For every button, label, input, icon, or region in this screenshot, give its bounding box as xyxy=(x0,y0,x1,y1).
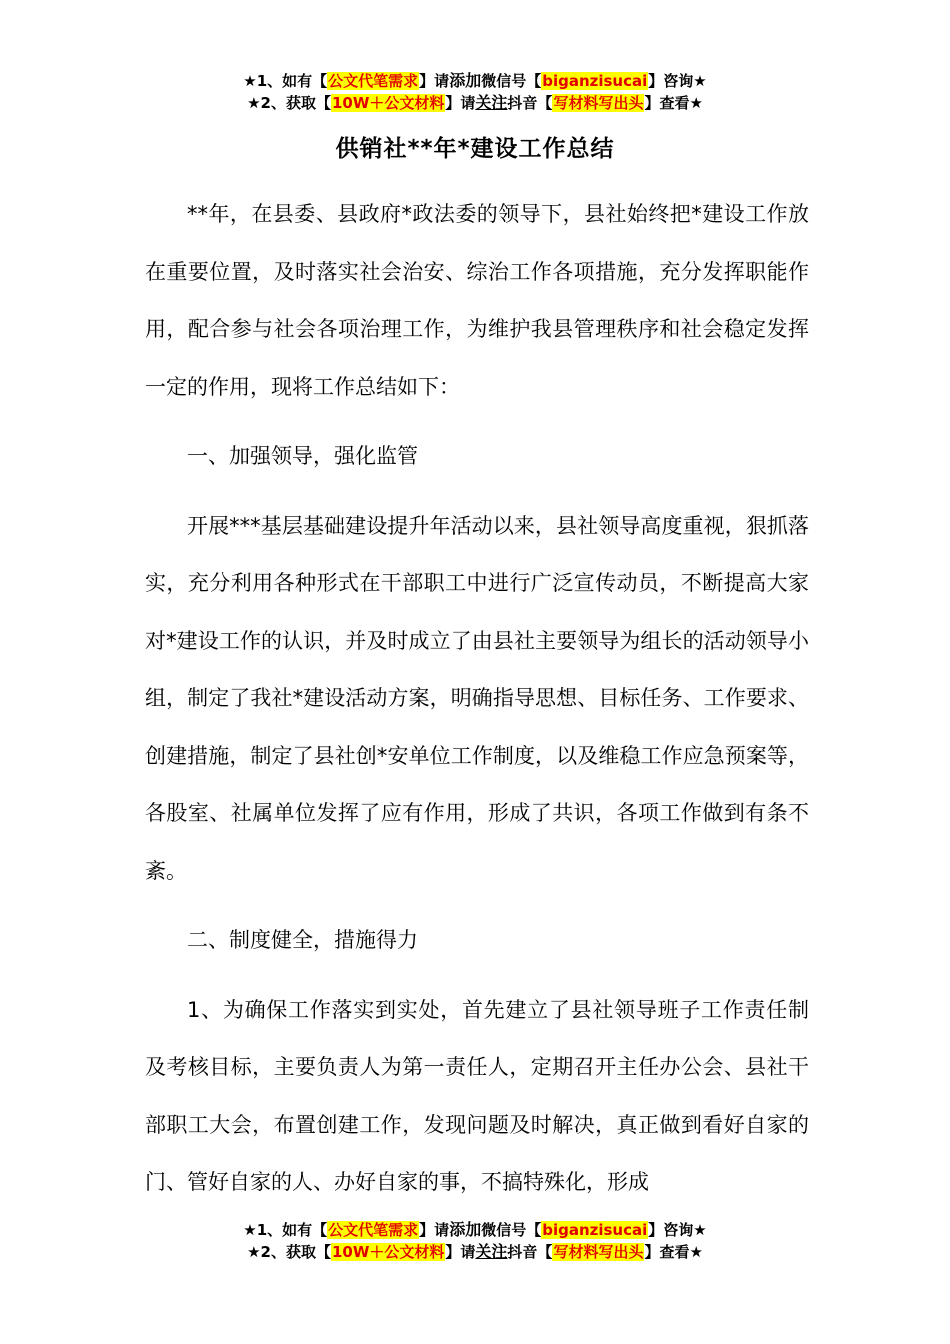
promo-emphasis: 关注 xyxy=(475,93,508,112)
promo-emphasis: 添加 xyxy=(449,1220,482,1239)
paragraph-section-2-item-1: 1、为确保工作落实到实处，首先建立了县社领导班子工作责任制及考核目标，主要负责人为第一责任人，定期召开主任办公会、县社干部职工大会，布置创建工作，发现问题及时解决，真正做到看好自家的门、管好自家的人、办好自家的事，不搞特殊化，形成 xyxy=(145,997,809,1194)
promo-line-2 xyxy=(0,92,950,114)
paragraph-section-1: 开展***基层基础建设提升年活动以来，县社领导高度重视，狠抓落实，充分利用各种形式在干部职工中进行广泛宣传动员，不断提高大家对*建设工作的认识，并及时成立了由县社主要领导为组长的活动领导小组，制定了我社*建设活动方案，明确指导思想、目标任务、工作要求、创建措施，制定了县社创*安单位工作制度，以及维稳工作应急预案等，各股室、社属单位发挥了应有作用，形成了共识，各项工作做到有条不紊。 xyxy=(145,513,809,883)
promo-text: 】请 xyxy=(445,1243,476,1261)
section-heading-1: 一、加强领导，强化监管 xyxy=(187,444,418,468)
promo-text: 微信号【 xyxy=(481,1221,542,1239)
promo-text: 】咨询★ xyxy=(648,72,707,90)
document-body xyxy=(145,186,809,1212)
promo-emphasis: 关注 xyxy=(475,1242,508,1261)
promo-highlight: 公文代笔需求 xyxy=(328,1221,419,1239)
promo-highlight: 10W＋公文材料 xyxy=(331,1243,445,1261)
promo-text: 】查看★ xyxy=(644,1243,703,1261)
promo-banner-bottom xyxy=(0,1219,950,1263)
promo-line-2 xyxy=(0,1241,950,1263)
promo-text: ★1、如有【 xyxy=(243,72,328,90)
promo-douyin-id: 写材料写出头 xyxy=(553,1243,644,1261)
promo-text: ★1、如有【 xyxy=(243,1221,328,1239)
section-heading-2: 二、制度健全，措施得力 xyxy=(187,928,418,952)
promo-text: 抖音【 xyxy=(507,1243,553,1261)
paragraph-intro: **年，在县委、县政府*政法委的领导下，县社始终把*建设工作放在重要位置，及时落实社会治安、综治工作各项措施，充分发挥职能作用，配合参与社会各项治理工作，为维护我县管理秩序和社会稳定发挥一定的作用，现将工作总结如下： xyxy=(145,202,809,399)
promo-text: ★2、获取【 xyxy=(247,1243,331,1261)
promo-text: 】咨询★ xyxy=(648,1221,707,1239)
promo-text: 】请 xyxy=(445,94,476,112)
promo-highlight: 公文代笔需求 xyxy=(328,72,419,90)
promo-douyin-id: 写材料写出头 xyxy=(553,94,644,112)
promo-line-1 xyxy=(0,70,950,92)
promo-line-1 xyxy=(0,1219,950,1241)
promo-emphasis: 添加 xyxy=(449,71,482,90)
promo-banner-top xyxy=(0,70,950,114)
promo-highlight: 10W＋公文材料 xyxy=(331,94,445,112)
promo-text: 抖音【 xyxy=(507,94,553,112)
promo-wechat-id: biganzisucai xyxy=(542,72,648,90)
document-title: 供销社**年*建设工作总结 xyxy=(335,136,615,162)
promo-text: 】请 xyxy=(419,72,450,90)
promo-text: 】请 xyxy=(419,1221,450,1239)
promo-text: 微信号【 xyxy=(481,72,542,90)
promo-text: ★2、获取【 xyxy=(247,94,331,112)
promo-text: 】查看★ xyxy=(644,94,703,112)
promo-wechat-id: biganzisucai xyxy=(542,1221,648,1239)
